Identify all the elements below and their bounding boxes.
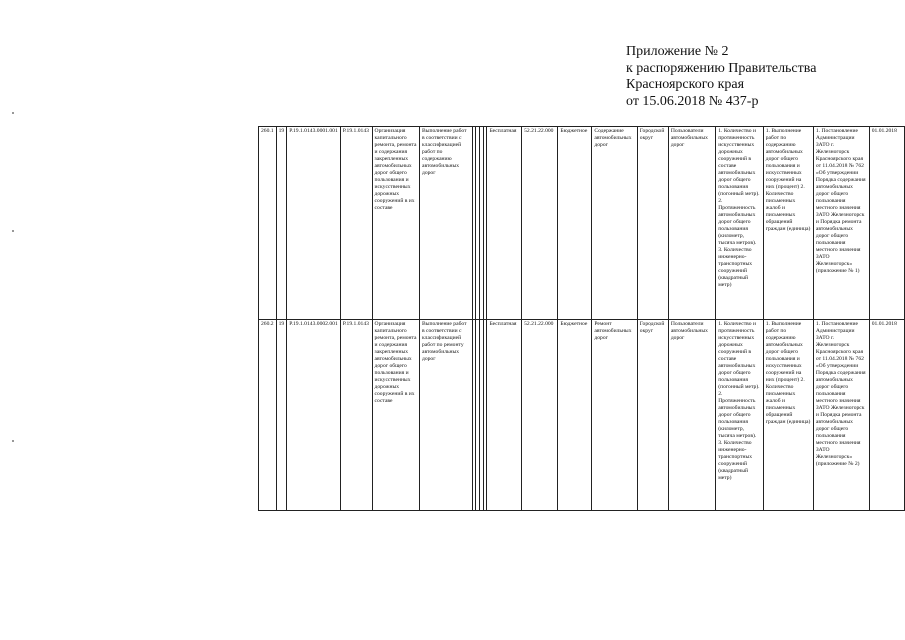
cell-code: 19 [276, 320, 287, 511]
cell-content: Содержание автомобильных дорог [592, 127, 637, 320]
cell-consumers: Пользователи автомобильных дорог [668, 320, 715, 511]
cell-okved: 52.21.22.000 [522, 127, 558, 320]
cell-territory: Городской округ [637, 127, 668, 320]
cell-content: Ремонт автомобильных дорог [592, 320, 637, 511]
cell-name: Организация капитального ремонта, ремонта и содержания закрепленных автомобильных дорог общего пользования и искусственных дорожных сооружений в их составе [372, 127, 419, 320]
table-row [259, 127, 905, 320]
cell-volume: 1. Количество и протяженность искусственных дорожных сооружений в составе автомобильных дорог общего пользования (погонный метр). 2. Протяженность автомобильных дорог общего пользования (километр, тысяча метров). 3. Количество инженерно-транспортных сооружений (квадратный метр) [716, 127, 763, 320]
cell-budget: Бюджетное [558, 127, 592, 320]
scan-speck [12, 112, 14, 114]
header-date: от 15.06.2018 № 437-р [626, 93, 759, 109]
cell-date: 01.01.2018 [869, 320, 904, 511]
cell-quality: 1. Выполнение работ по содержанию автомобильных дорог общего пользования и искусственных сооружений на них (процент) 2. Количество письменных жалоб и письменных обращений граждан (единица) [763, 320, 813, 511]
cell-code: 19 [276, 127, 287, 320]
scan-speck [12, 440, 14, 442]
cell-budget: Бюджетное [558, 320, 592, 511]
header-appendix: Приложение № 2 [626, 44, 729, 59]
cell-base-code: Р.19.1.0143 [340, 320, 372, 511]
cell-work: Выполнение работ в соответствии с классификацией работ по содержанию автомобильных дорог [419, 127, 472, 320]
header-order: к распоряжению Правительства [626, 60, 817, 76]
cell-quality: 1. Выполнение работ по содержанию автомобильных дорог общего пользования и искусственных сооружений на них (процент) 2. Количество письменных жалоб и письменных обращений граждан (единица) [763, 127, 813, 320]
cell-num: 260.2 [259, 320, 277, 511]
cell-basis: 1. Постановление Администрации ЗАТО г. Железногорск Красноярского края от 11.04.2018 № 762 «Об утверждении Порядка содержания автомобильных дорог общего пользования местного значения ЗАТО Железногорск и Порядка ремонта автомобильных дорог общего пользования местного значения ЗАТО Железногорск» (приложение № 1) [813, 127, 869, 320]
cell-basis: 1. Постановление Администрации ЗАТО г. Железногорск Красноярского края от 11.04.2018 № 762 «Об утверждении Порядка содержания автомобильных дорог общего пользования местного значения ЗАТО Железногорск и Порядка ремонта автомобильных дорог общего пользования местного значения ЗАТО Железногорск» (приложение № 2) [813, 320, 869, 511]
document-header [626, 44, 866, 110]
header-region: Красноярского края [626, 77, 745, 92]
cell-date: 01.01.2018 [869, 127, 904, 320]
cell-work: Выполнение работ в соответствии с классификацией работ по ремонту автомобильных дорог [419, 320, 472, 511]
cell-territory: Городской округ [637, 320, 668, 511]
cell-name: Организация капитального ремонта, ремонта и содержания закрепленных автомобильных дорог общего пользования и искусственных дорожных сооружений в их составе [372, 320, 419, 511]
cell-volume: 1. Количество и протяженность искусственных дорожных сооружений в составе автомобильных дорог общего пользования (погонный метр). 2. Протяженность автомобильных дорог общего пользования (километр, тысяча метров). 3. Количество инженерно-транспортных сооружений (квадратный метр) [716, 320, 763, 511]
scan-speck [12, 230, 14, 232]
cell-pay: Бесплатная [487, 127, 522, 320]
table-row [259, 320, 905, 511]
cell-base-code: Р.19.1.0143 [340, 127, 372, 320]
cell-pay: Бесплатная [487, 320, 522, 511]
cell-consumers: Пользователи автомобильных дорог [668, 127, 715, 320]
cell-okved: 52.21.22.000 [522, 320, 558, 511]
cell-num: 260.1 [259, 127, 277, 320]
cell-reg-code: Р.19.1.0143.0001.001 [287, 127, 341, 320]
registry-table [258, 126, 905, 511]
cell-reg-code: Р.19.1.0143.0002.001 [287, 320, 341, 511]
